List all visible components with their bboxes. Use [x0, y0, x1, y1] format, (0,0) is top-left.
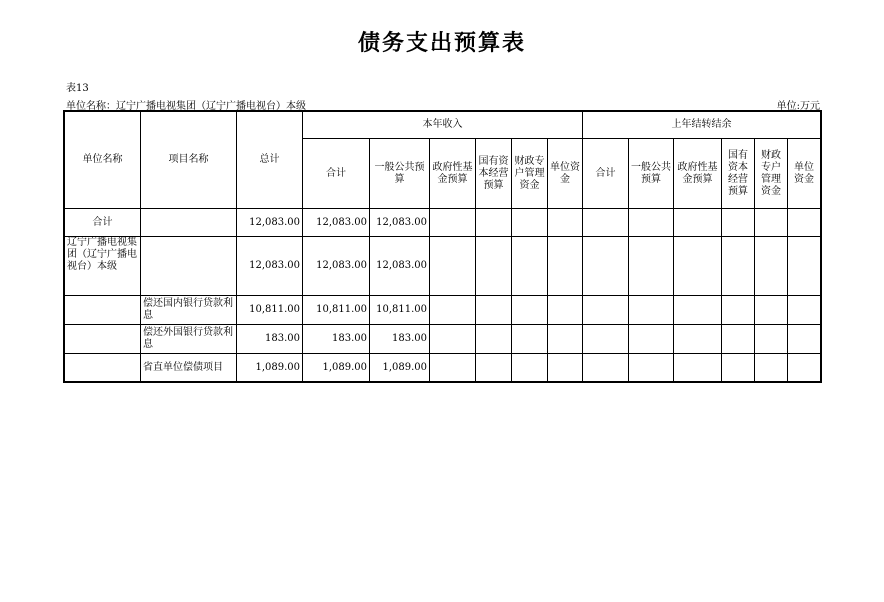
cell-empty [548, 354, 583, 382]
cell-empty [788, 296, 821, 325]
cell-empty [722, 325, 755, 354]
unit-label: 单位:万元 [776, 101, 820, 112]
debt-expenditure-table [64, 111, 821, 382]
cell-empty [722, 237, 755, 296]
cell-cy-general: 12,083.00 [370, 237, 430, 296]
cell-cy-general: 183.00 [370, 325, 430, 354]
cell-cy-sum: 1,089.00 [303, 354, 370, 382]
cell-empty [430, 354, 476, 382]
cell-total: 183.00 [237, 325, 303, 354]
table-row [65, 209, 821, 237]
cell-total: 12,083.00 [237, 237, 303, 296]
cell-empty [512, 296, 548, 325]
cell-empty [755, 354, 788, 382]
table-number: 表13 [66, 83, 89, 94]
header-cy-fiscal-special: 财政专户管理资金 [512, 139, 548, 209]
cell-empty [788, 237, 821, 296]
header-project-name: 项目名称 [141, 112, 237, 209]
cell-total: 1,089.00 [237, 354, 303, 382]
cell-empty [674, 354, 722, 382]
header-py-general-budget: 一般公共预算 [629, 139, 674, 209]
cell-empty [583, 354, 629, 382]
cell-empty [476, 354, 512, 382]
cell-total: 10,811.00 [237, 296, 303, 325]
cell-cy-sum: 10,811.00 [303, 296, 370, 325]
cell-empty [755, 209, 788, 237]
cell-empty [430, 209, 476, 237]
header-py-state-capital: 国有资本经营预算 [722, 139, 755, 209]
header-py-sum: 合计 [583, 139, 629, 209]
header-py-fiscal-special: 财政专户管理资金 [755, 139, 788, 209]
cell-empty [629, 354, 674, 382]
cell-empty [430, 237, 476, 296]
header-prev-year-carryover: 上年结转结余 [583, 112, 821, 139]
header-cy-state-capital: 国有资本经营预算 [476, 139, 512, 209]
cell-unit [65, 296, 141, 325]
cell-project: 省直单位偿债项目 [141, 354, 237, 382]
cell-unit: 辽宁广播电视集团（辽宁广播电视台）本级 [65, 237, 141, 296]
cell-empty [788, 209, 821, 237]
cell-empty [476, 209, 512, 237]
cell-empty [548, 325, 583, 354]
cell-empty [629, 325, 674, 354]
table-row [65, 296, 821, 325]
cell-empty [583, 325, 629, 354]
table-row [65, 325, 821, 354]
cell-empty [674, 296, 722, 325]
page-title: 债务支出预算表 [357, 31, 526, 56]
cell-empty [583, 296, 629, 325]
cell-cy-sum: 183.00 [303, 325, 370, 354]
cell-empty [548, 209, 583, 237]
cell-empty [548, 296, 583, 325]
cell-project [141, 237, 237, 296]
cell-empty [788, 354, 821, 382]
cell-empty [512, 325, 548, 354]
cell-empty [674, 209, 722, 237]
cell-empty [512, 209, 548, 237]
table-row [65, 237, 821, 296]
cell-empty [476, 296, 512, 325]
cell-cy-sum: 12,083.00 [303, 209, 370, 237]
table-row [65, 354, 821, 382]
header-total: 总计 [237, 112, 303, 209]
cell-empty [476, 237, 512, 296]
header-current-year-income: 本年收入 [303, 112, 583, 139]
header-cy-sum: 合计 [303, 139, 370, 209]
cell-unit [65, 325, 141, 354]
cell-empty [755, 237, 788, 296]
unit-name-line: 单位名称：辽宁广播电视集团（辽宁广播电视台）本级 [66, 101, 306, 112]
cell-empty [674, 237, 722, 296]
cell-empty [722, 354, 755, 382]
header-cy-unit-fund: 单位资金 [548, 139, 583, 209]
cell-project [141, 209, 237, 237]
cell-total: 12,083.00 [237, 209, 303, 237]
cell-empty [583, 209, 629, 237]
cell-empty [755, 296, 788, 325]
cell-unit [65, 354, 141, 382]
cell-empty [476, 325, 512, 354]
cell-cy-general: 12,083.00 [370, 209, 430, 237]
header-py-unit-fund: 单位资金 [788, 139, 821, 209]
cell-empty [583, 237, 629, 296]
cell-empty [629, 296, 674, 325]
cell-empty [722, 296, 755, 325]
cell-empty [629, 209, 674, 237]
cell-empty [755, 325, 788, 354]
cell-cy-general: 10,811.00 [370, 296, 430, 325]
cell-empty [548, 237, 583, 296]
cell-project: 偿还国内银行贷款利息 [141, 296, 237, 325]
cell-cy-sum: 12,083.00 [303, 237, 370, 296]
cell-empty [629, 237, 674, 296]
header-cy-gov-fund: 政府性基金预算 [430, 139, 476, 209]
cell-empty [512, 237, 548, 296]
cell-empty [430, 296, 476, 325]
cell-empty [512, 354, 548, 382]
cell-cy-general: 1,089.00 [370, 354, 430, 382]
cell-project: 偿还外国银行贷款利息 [141, 325, 237, 354]
cell-empty [674, 325, 722, 354]
header-cy-general-budget: 一般公共预算 [370, 139, 430, 209]
cell-unit: 合计 [65, 209, 141, 237]
header-unit-name: 单位名称 [65, 112, 141, 209]
cell-empty [722, 209, 755, 237]
header-py-gov-fund: 政府性基金预算 [674, 139, 722, 209]
cell-empty [430, 325, 476, 354]
cell-empty [788, 325, 821, 354]
